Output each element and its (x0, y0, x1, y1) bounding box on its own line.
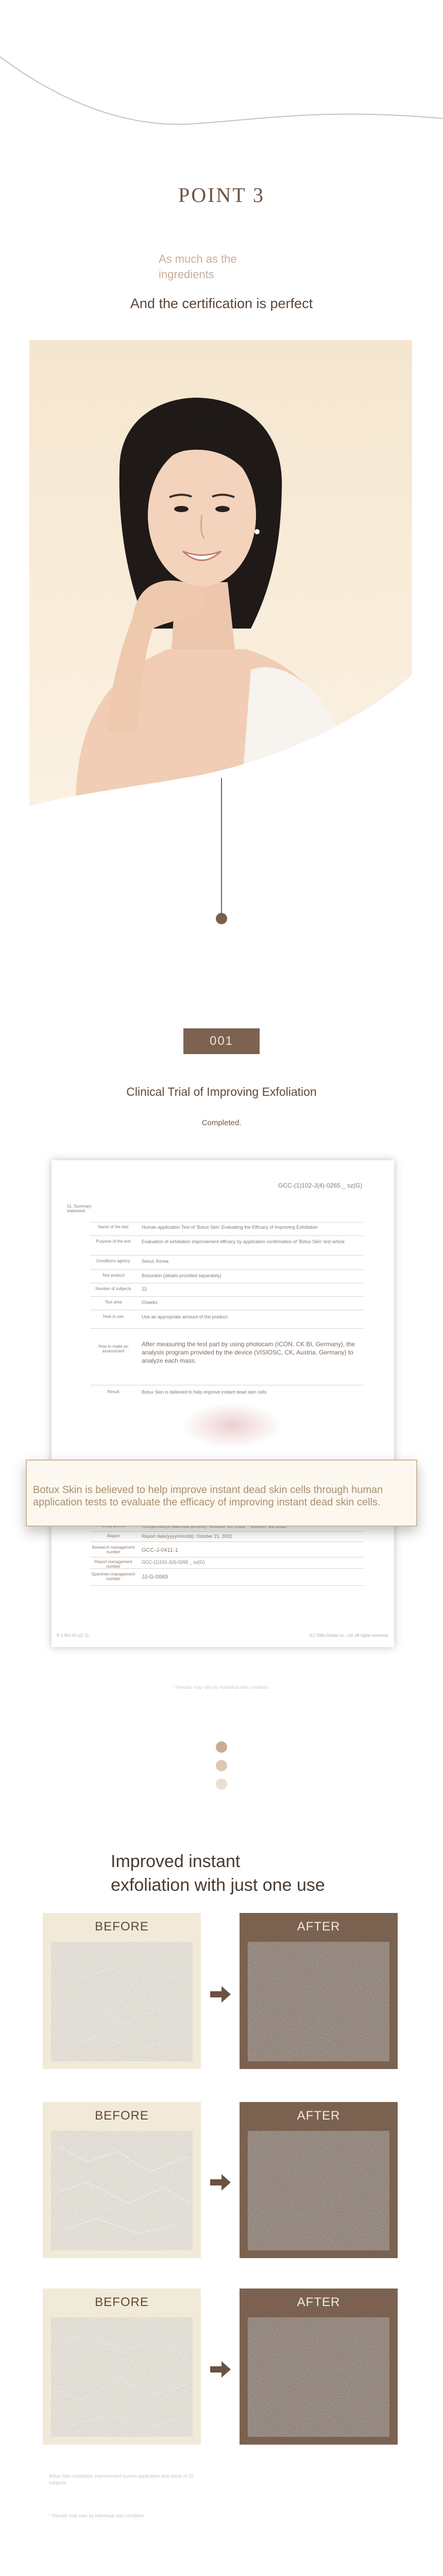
doc-row-key: Number of subjects (95, 1286, 131, 1291)
doc-row (90, 1557, 363, 1568)
arrow-right-icon (208, 2357, 233, 2382)
trial-title: Clinical Trial of Improving Exfoliation (126, 1085, 317, 1098)
doc-row-key: Research management number (92, 1545, 135, 1554)
doc-row-value: Seoul, Korea (142, 1259, 169, 1264)
footer-right: (C) Stills Global co., Ltd. All rights reserved. (309, 1633, 389, 1638)
doc-row-key: Specimen management number (91, 1572, 135, 1581)
section-badge: 001 (183, 1028, 260, 1054)
doc-row-value: Human application Test of 'Botux Skin' Evaluating the Efficacy of Improving Exfoliation (142, 1225, 318, 1230)
doc-row-value: Use an appropriate amount of the product (142, 1314, 228, 1319)
before-panel (43, 2289, 201, 2445)
improved-heading (111, 1850, 325, 1897)
doc-row-key: How to use (103, 1314, 124, 1319)
doc-row-key: Conditions agency (96, 1259, 130, 1263)
before-panel (43, 1913, 201, 2069)
before-skin-image (51, 1942, 193, 2061)
doc-row-key: How to make an assessment (98, 1344, 128, 1353)
step-dots (215, 1741, 228, 1797)
before-label: BEFORE (95, 2295, 149, 2309)
footnote-2: * Results may vary by individual skin condition. (49, 2513, 145, 2518)
after-label: AFTER (297, 2295, 340, 2309)
before-label: BEFORE (95, 2109, 149, 2123)
doc-row-value: Cheeks (142, 1300, 158, 1305)
summary-label: 01. Summary statement (67, 1204, 92, 1213)
before-skin-image (51, 2317, 193, 2437)
before-label: BEFORE (95, 1920, 149, 1934)
doc-row-value: GCC-(1)102-J(4)-0265 _ sz(G) (142, 1560, 205, 1565)
doc-row (90, 1222, 363, 1235)
doc-row-value: GCC-J-0411-1 (142, 1547, 178, 1553)
doc-row-key: Report (107, 1534, 120, 1538)
arrow-right-icon (208, 1982, 233, 2007)
dot-2 (216, 1760, 227, 1771)
decorative-curve (0, 0, 443, 175)
doc-row-value: JJ-G-0065 (142, 1574, 168, 1580)
arrow-right-icon (208, 2170, 233, 2195)
connector-line (221, 778, 222, 917)
subtitle-line-1: As much as the (159, 252, 237, 265)
stamp-mark (180, 1402, 283, 1449)
document-footer (57, 1633, 389, 1638)
result-highlight-text: Botux Skin is believed to help improve instant dead skin cells through human application tests to evaluate the efficacy of improving instant dead skin cells. (33, 1484, 383, 1508)
doc-row (90, 1235, 363, 1255)
main-subtitle: And the certification is perfect (130, 296, 313, 311)
improved-line-2: exfoliation with just one use (111, 1875, 325, 1895)
after-panel (240, 2102, 398, 2258)
before-panel (43, 2102, 201, 2258)
doc-row-key: Test product (102, 1273, 125, 1278)
test-report-document (52, 1160, 394, 1647)
doc-row-key: Test area (105, 1300, 122, 1304)
after-skin-image (248, 1942, 389, 2061)
after-panel (240, 2289, 398, 2445)
subtitle-small (0, 251, 443, 287)
after-label: AFTER (297, 2109, 340, 2123)
point-title: POINT 3 (178, 183, 265, 207)
doc-row-value: Evaluation of exfoliation improvement efficacy by application confirmation of 'Botux Skin' test article (142, 1239, 345, 1244)
improved-line-1: Improved instant (111, 1852, 241, 1871)
doc-row (90, 1283, 363, 1296)
trial-status: Completed. (201, 1118, 242, 1127)
doc-row-key: Name of the test (98, 1225, 129, 1229)
subtitle-line-2: ingredients (159, 268, 214, 281)
footnote-1: Botux Skin exfoliation improvement human application test result of 22 subjects. (49, 2473, 194, 2485)
footer-left: R 1.001 AL1(C 1) (57, 1633, 89, 1638)
doc-row-value: Botux Skin is believed to help improve instant dead skin cells (142, 1389, 267, 1395)
doc-row (90, 1269, 363, 1283)
doc-row-key: Purpose of the test (96, 1239, 131, 1244)
document-id: GCC-(1)102-J(4)-0265 _ sz(G) (278, 1182, 363, 1189)
doc-row (90, 1541, 363, 1557)
model-photo (29, 340, 412, 806)
connector-dot (216, 913, 227, 924)
after-label: AFTER (297, 1920, 340, 1934)
after-skin-image (248, 2317, 389, 2437)
dot-1 (216, 1741, 227, 1753)
doc-row (90, 1255, 363, 1269)
doc-row-value: 22 (142, 1286, 147, 1292)
doc-row-key: Report management number (94, 1560, 132, 1569)
before-skin-image (51, 2131, 193, 2250)
dot-3 (216, 1778, 227, 1790)
result-highlight-box (26, 1460, 417, 1527)
doc-row (90, 1531, 363, 1541)
disclaimer-note: * Results may vary by individual skin condition. (173, 1685, 270, 1690)
after-skin-image (248, 2131, 389, 2250)
after-panel (240, 1913, 398, 2069)
doc-row-value: Botuxskin (details provided separately) (142, 1273, 222, 1278)
doc-row (90, 1296, 363, 1310)
doc-row-value: Report date(yyyy/mm/dd): October 21, 2022 (142, 1534, 232, 1539)
doc-row (90, 1328, 363, 1385)
doc-row (90, 1310, 363, 1328)
doc-row (90, 1568, 363, 1586)
doc-row-key: Result (107, 1389, 120, 1394)
doc-row-value: After measuring the test part by using photocam (ICON, CK BI, Germany), the analysis program provided by the device (VISIOSC, CK, Austria, Germany) to analyze each mass. (142, 1341, 355, 1364)
